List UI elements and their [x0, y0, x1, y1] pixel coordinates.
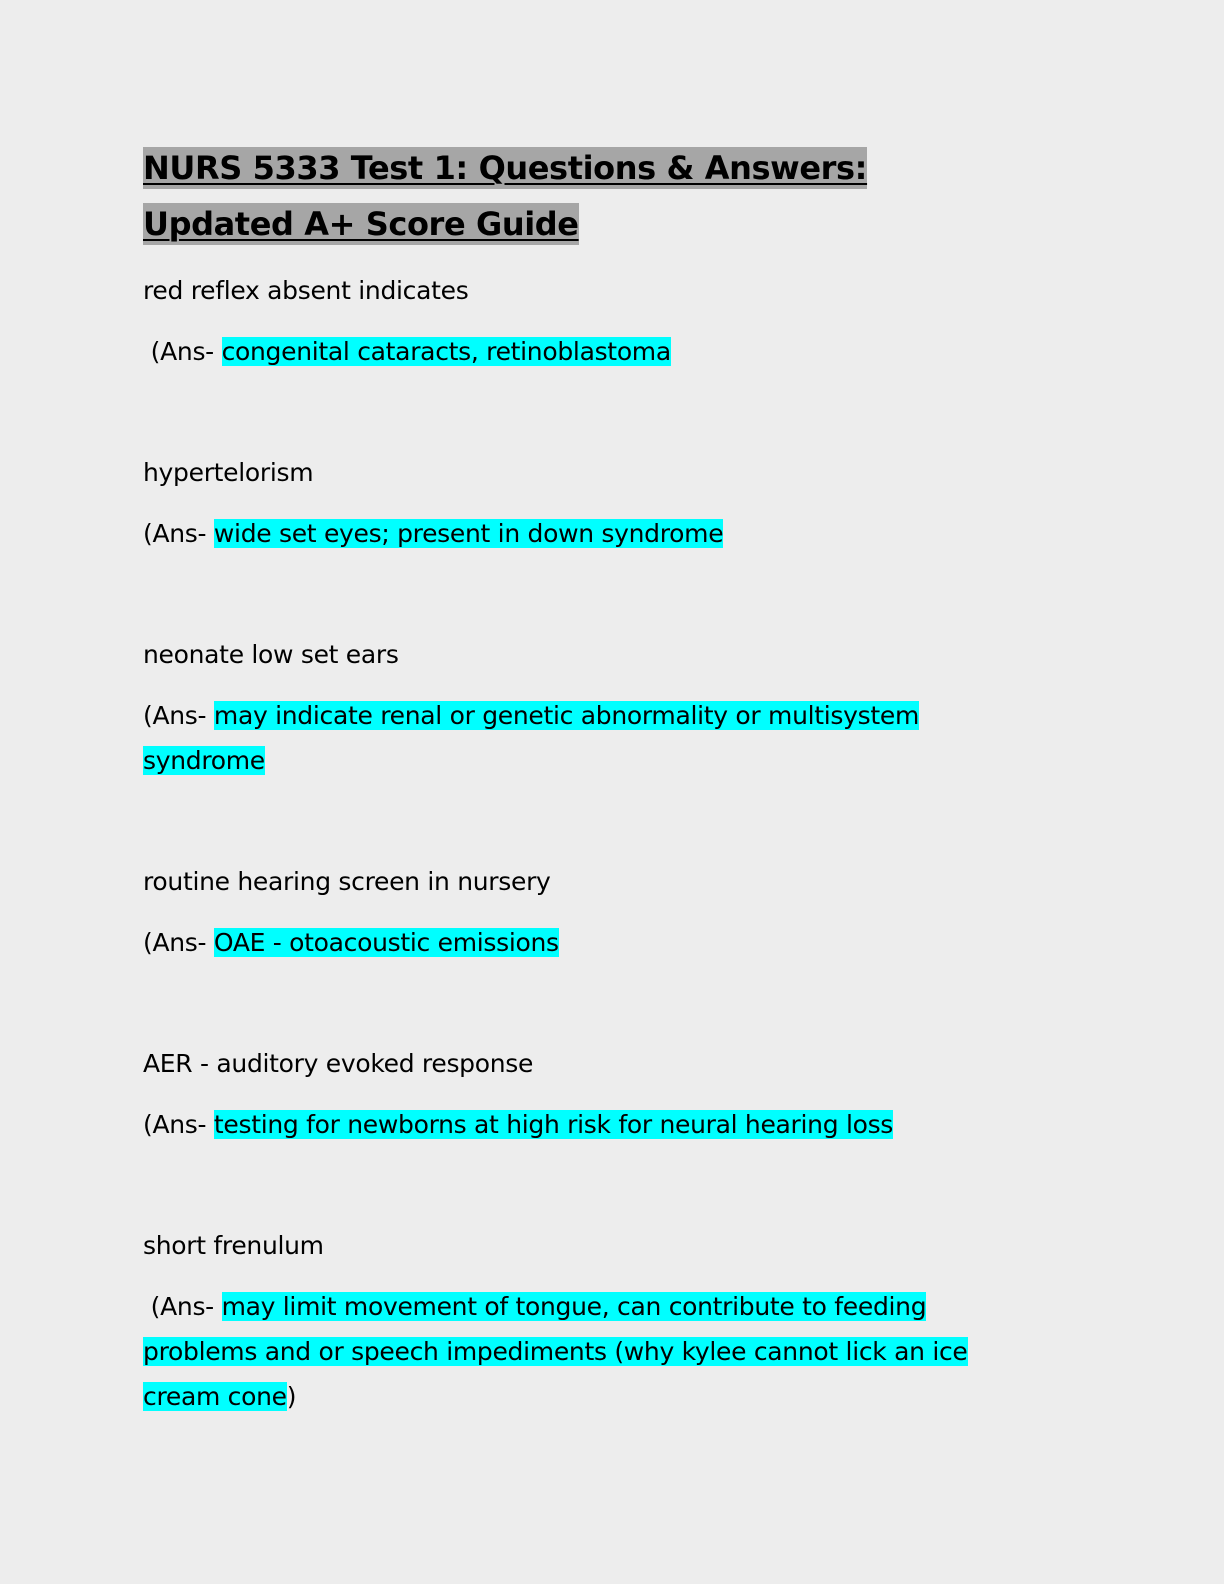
answer-text: wide set eyes; present in down syndrome [213, 519, 724, 548]
qa-item [143, 632, 1023, 783]
answer-text: OAE - otoacoustic emissions [213, 928, 559, 957]
document-title-text: NURS 5333 Test 1: Questions & Answers: Updated A+ Score Guide [143, 149, 868, 243]
document-page [143, 140, 1023, 1419]
qa-item [143, 859, 1023, 965]
answer-text: may limit movement of tongue, can contribute to feeding problems and or speech impediments (why kylee cannot lick an ice cream cone [143, 1292, 968, 1411]
question-text: neonate low set ears [143, 640, 399, 669]
question-text: AER - auditory evoked response [143, 1049, 534, 1078]
question-text: routine hearing screen in nursery [143, 867, 551, 896]
qa-item [143, 268, 1023, 374]
question-text: hypertelorism [143, 458, 314, 487]
answer-line [143, 329, 1023, 374]
answer-suffix: ) [286, 1382, 297, 1411]
answer-text: may indicate renal or genetic abnormality or multisystem syndrome [143, 701, 919, 775]
qa-list [143, 268, 1023, 1419]
document-title [143, 140, 1023, 252]
answer-prefix: (Ans- [143, 701, 207, 730]
qa-item [143, 450, 1023, 556]
answer-line [143, 920, 1023, 965]
qa-item [143, 1223, 1023, 1419]
answer-line [143, 1102, 1023, 1147]
question-text: red reflex absent indicates [143, 276, 469, 305]
answer-prefix: (Ans- [143, 928, 207, 957]
answer-text: testing for newborns at high risk for neural hearing loss [213, 1110, 894, 1139]
question-text: short frenulum [143, 1231, 324, 1260]
answer-line [143, 1284, 1023, 1419]
answer-prefix: (Ans- [143, 519, 207, 548]
answer-line [143, 511, 1023, 556]
answer-prefix: (Ans- [150, 1292, 214, 1321]
answer-text: congenital cataracts, retinoblastoma [221, 337, 671, 366]
answer-prefix: (Ans- [143, 1110, 207, 1139]
answer-line [143, 693, 1023, 783]
answer-prefix: (Ans- [150, 337, 214, 366]
qa-item [143, 1041, 1023, 1147]
